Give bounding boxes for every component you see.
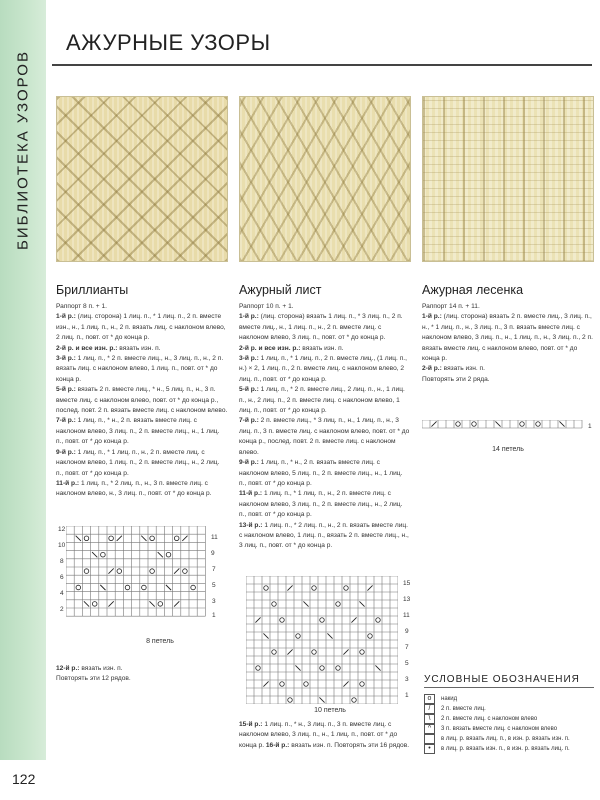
row-number: 5	[212, 582, 216, 589]
yarn-over-mark	[117, 569, 122, 574]
k2tog-mark	[174, 568, 179, 573]
yarn-over-mark	[312, 650, 316, 654]
k2tog-mark	[255, 617, 260, 622]
legend-item: / 2 п. вместе лиц.	[424, 704, 594, 714]
k2tog-mark	[263, 681, 268, 686]
row-number: 10	[58, 542, 66, 549]
k2tog-mark	[182, 536, 187, 541]
row-number: 3	[212, 598, 216, 605]
k2tog-icon: /	[424, 704, 435, 714]
k2tog-mark	[287, 649, 292, 654]
yarn-over-mark	[150, 536, 155, 541]
row-number: 7	[212, 566, 216, 573]
knit-icon	[424, 734, 435, 744]
page-number: 122	[12, 771, 36, 787]
yarn-over-mark	[158, 602, 163, 607]
yarn-over-mark	[376, 618, 380, 622]
instruction-row: Повторять эти 2 ряда.	[422, 375, 490, 383]
row-number: 3	[405, 676, 409, 683]
swatch-photo-lace-leaf	[239, 96, 411, 262]
yarn-over-mark	[280, 618, 284, 622]
k2tog-mark	[117, 536, 122, 541]
yarn-over-mark	[360, 682, 364, 686]
k2tog-mark	[431, 421, 436, 426]
yarn-over-mark	[368, 634, 372, 638]
yarn-over-mark	[304, 682, 308, 686]
ssk-mark	[327, 633, 332, 638]
instruction-row: 5-й р.: вязать 2 п. вместе лиц., * н., 5 лиц. п., н., 3 п. вместе лиц. с наклоном влево, повт. от * до конца р., послед. повт. 2 п. вязать вместе лиц. с наклоном влево.	[56, 386, 228, 415]
chart-grid	[422, 420, 586, 434]
instruction-row: 1-й р.: (лиц. сторона) вязать 1 лиц. п., * 3 лиц. п., 2 п. вместе лиц., н., 1 лиц. п., н., 2 п. вместе лиц. с наклоном влево, 3 лиц. п., повт. от * до конца р.	[239, 313, 403, 342]
yarn-over-mark	[109, 536, 114, 541]
ssk-mark	[100, 585, 105, 590]
k2tog-mark	[351, 617, 356, 622]
ssk-mark	[92, 552, 97, 557]
pattern-name: Ажурный лист	[239, 283, 322, 297]
swatch-photo-lace-ladder	[422, 96, 594, 262]
yarn-over-mark	[320, 618, 324, 622]
row-number: 11	[403, 612, 410, 619]
yarn-over-mark	[456, 422, 460, 426]
instruction-row: 9-й р.: 1 лиц. п., * 1 лиц. п., н., 2 п. вместе лиц. с наклоном влево, 1 лиц. п., 2 п. вместе лиц., н., 2 лиц. п., повт. от * до конца р.	[56, 448, 220, 477]
yarn-over-mark	[472, 422, 476, 426]
yarn-over-icon: o	[424, 694, 435, 704]
yarn-over-mark	[288, 698, 292, 702]
yarn-over-mark	[142, 585, 147, 590]
pattern-rapport: Раппорт 14 п. + 11.	[422, 303, 480, 310]
ssk-mark	[295, 665, 300, 670]
ssk-mark	[375, 665, 380, 670]
yarn-over-mark	[312, 586, 316, 590]
symbols-legend	[424, 674, 594, 754]
pattern-footer-lace-leaf: 15-й р.: 1 лиц. п., * н., 3 лиц. п., 3 п. вместе лиц. с наклоном влево, 3 лиц. п., н., 1 лиц. п., повт. от * до конца р. 16-й р.: вязать изн. п. Повторять эти 16 рядов.	[239, 721, 410, 749]
k2tog-mark	[343, 681, 348, 686]
purl-icon: •	[424, 744, 435, 754]
knitting-chart-diamonds	[66, 526, 206, 618]
yarn-over-mark	[272, 602, 276, 606]
pattern-column-lace-leaf	[239, 282, 411, 552]
row-number: 1	[212, 612, 216, 619]
instruction-row: 7-й р.: 1 лиц. п., * н., 2 п. вязать вместе лиц. с наклоном влево, 3 лиц. п., 2 п. вместе лиц., н., 1 лиц. п., повт. от * до конца р.	[56, 417, 220, 446]
row-number: 9	[405, 628, 409, 635]
instruction-row: 11-й р.: 1 лиц. п., * 2 лиц. п., н., 3 п. вместе лиц. с наклоном влево, н., 3 лиц. п., повт. от * до конца р.	[56, 479, 212, 498]
pattern-rapport: Раппорт 8 п. + 1.	[56, 303, 107, 310]
k2tog-mark	[108, 568, 113, 573]
row-number: 5	[405, 660, 409, 667]
yarn-over-mark	[280, 682, 284, 686]
instruction-row: 2-й р.: вязать изн. п.	[422, 365, 485, 373]
row-number: 9	[211, 550, 215, 557]
row-number: 2	[60, 606, 64, 613]
ssk-mark	[166, 585, 171, 590]
title-rule	[52, 64, 592, 66]
ssk-mark	[263, 633, 268, 638]
k2tog-mark	[287, 585, 292, 590]
yarn-over-mark	[174, 536, 179, 541]
yarn-over-mark	[166, 552, 171, 557]
instruction-row: 5-й р.: 1 лиц. п., * 2 п. вместе лиц., 2 лиц. п., н., 1 лиц. п., н., 2 лиц. п., 2 п. вместе лиц. с наклоном влево, 1 лиц. п., повт. от * до конца р.	[239, 386, 405, 415]
k2tog-mark	[108, 601, 113, 606]
ssk-mark	[303, 601, 308, 606]
pattern-rapport: Раппорт 10 п. + 1.	[239, 303, 294, 310]
yarn-over-mark	[336, 602, 340, 606]
instruction-row: 1-й р.: (лиц. сторона) вязать 2 п. вместе лиц., 3 лиц. п., н., * 1 лиц. п., н., 3 лиц. п., 3 п. вязать вместе лиц. с наклоном влево, 3 лиц. п., н., 1 лиц. п., н., 3 лиц. п., 2 п. вязать вместе лиц. с наклоном влево, повт. от * до конца р.	[422, 313, 593, 363]
ssk-mark	[158, 552, 163, 557]
yarn-over-mark	[320, 666, 324, 670]
k2tog-mark	[174, 601, 179, 606]
row-number: 1	[588, 423, 592, 430]
ssk-mark	[319, 697, 324, 702]
yarn-over-mark	[191, 585, 196, 590]
k2tog-mark	[343, 649, 348, 654]
legend-item: • в лиц. р. вязать изн. п., в изн. р. вязать лиц. п.	[424, 744, 594, 754]
yarn-over-mark	[264, 586, 268, 590]
pattern-column-lace-ladder	[422, 282, 594, 385]
instruction-row: 9-й р.: 1 лиц. п., * н., 2 п. вязать вместе лиц. с наклоном влево, 5 лиц. п., 2 п. вместе лиц., н., 1 лиц. п., повт. от * до конца р.	[239, 459, 403, 487]
ssk-mark	[84, 601, 89, 606]
knitting-chart-lace-ladder	[422, 420, 586, 434]
pattern-column-diamonds	[56, 282, 228, 500]
row-number: 12	[58, 526, 66, 533]
side-section-title: БИБЛИОТЕКА УЗОРОВ	[14, 50, 32, 250]
ssk-mark	[76, 536, 81, 541]
yarn-over-mark	[336, 666, 340, 670]
row-number: 4	[60, 590, 64, 597]
ssk-mark	[359, 601, 364, 606]
pattern-name: Ажурная лесенка	[422, 283, 524, 297]
k2tog-mark	[367, 585, 372, 590]
instruction-row: 2-й р. и все изн. р.: вязать изн. п.	[56, 344, 161, 352]
yarn-over-mark	[536, 422, 540, 426]
instruction-row: 2-й р. и все изн. р.: вязать изн. п.	[239, 344, 344, 352]
chart-caption: 8 петель	[146, 638, 174, 645]
ssk-mark	[149, 601, 154, 606]
chart-grid	[66, 526, 206, 618]
row-number: 6	[60, 574, 64, 581]
yarn-over-mark	[101, 552, 106, 557]
ssk-mark	[495, 421, 500, 426]
row-number: 1	[405, 692, 409, 699]
yarn-over-mark	[92, 602, 97, 607]
instruction-row: 7-й р.: 2 п. вместе лиц., * 3 лиц. п., н., 1 лиц. п., н., 3 лиц. п., 3 п. вместе лиц. с наклоном влево, повт. от * до конца р., послед. повт. 2 п. вместе лиц. с наклоном влево.	[239, 417, 410, 456]
legend-item: o накид	[424, 694, 594, 704]
ssk-mark	[141, 536, 146, 541]
page-title: АЖУРНЫЕ УЗОРЫ	[66, 30, 271, 55]
row-number: 7	[405, 644, 409, 651]
row-number: 15	[403, 580, 411, 587]
ssk-icon: \	[424, 714, 435, 724]
chart-caption: 10 петель	[314, 707, 346, 714]
pattern-footer-diamonds: 12-й р.: вязать изн. п. Повторять эти 12 рядов.	[56, 665, 131, 683]
chart-grid	[246, 576, 398, 704]
instruction-row: 3-й р.: 1 лиц. п., * 1 лиц. п., 2 п. вместе лиц., (1 лиц. п., н.) × 2, 1 лиц. п., 2 п. вместе лиц. с наклоном влево, 2 лиц. п., повт. от * до конца р.	[239, 355, 407, 383]
yarn-over-mark	[256, 666, 260, 670]
chart-caption: 14 петель	[492, 446, 524, 453]
instruction-row: 1-й р.: (лиц. сторона) 1 лиц. п., * 1 лиц. п., 2 п. вместе изн., н., 1 лиц. п., н., 2 п. вязать лиц. с наклоном влево, 2 лиц. п., повт. от * до конца р.	[56, 313, 226, 342]
yarn-over-mark	[183, 569, 188, 574]
row-number: 13	[403, 596, 411, 603]
instruction-row: 13-й р.: 1 лиц. п., * 2 лиц. п., н., 2 п. вязать вместе лиц. с наклоном влево, 1 лиц. п., вязать 2 п. вместе лиц., н., 3 лиц. п., повт. от * до конца р.	[239, 521, 409, 550]
knitting-chart-lace-leaf	[246, 576, 398, 704]
sk2p-icon: ^	[424, 724, 435, 734]
yarn-over-mark	[296, 634, 300, 638]
yarn-over-mark	[76, 585, 81, 590]
instruction-row: 11-й р.: 1 лиц. п., * 1 лиц. п., н., 2 п. вместе лиц. с наклоном влево, 3 лиц. п., 2 п. вместе лиц., н., 2 лиц. п., повт. от * до конца р.	[239, 490, 403, 519]
row-number: 11	[211, 534, 218, 541]
yarn-over-mark	[150, 569, 155, 574]
ssk-mark	[559, 421, 564, 426]
yarn-over-mark	[520, 422, 524, 426]
legend-title: УСЛОВНЫЕ ОБОЗНАЧЕНИЯ	[424, 674, 594, 688]
swatch-photo-diamonds	[56, 96, 228, 262]
yarn-over-mark	[272, 650, 276, 654]
legend-item: ^ 3 п. вязать вместе лиц. с наклоном влево	[424, 724, 594, 734]
yarn-over-mark	[352, 698, 356, 702]
row-number: 8	[60, 558, 64, 565]
yarn-over-mark	[360, 650, 364, 654]
instruction-row: 3-й р.: 1 лиц. п., * 2 п. вместе лиц., н., 3 лиц. п., н., 2 п. вязать лиц. с наклоном влево, 1 лиц. п., повт. от * до конца р.	[56, 355, 224, 383]
yarn-over-mark	[84, 569, 89, 574]
yarn-over-mark	[125, 585, 130, 590]
legend-item: \ 2 п. вместе лиц. с наклоном влево	[424, 714, 594, 724]
yarn-over-mark	[344, 586, 348, 590]
yarn-over-mark	[84, 536, 89, 541]
pattern-name: Бриллианты	[56, 283, 129, 297]
legend-item: в лиц. р. вязать лиц. п., в изн. р. вязать изн. п.	[424, 734, 594, 744]
